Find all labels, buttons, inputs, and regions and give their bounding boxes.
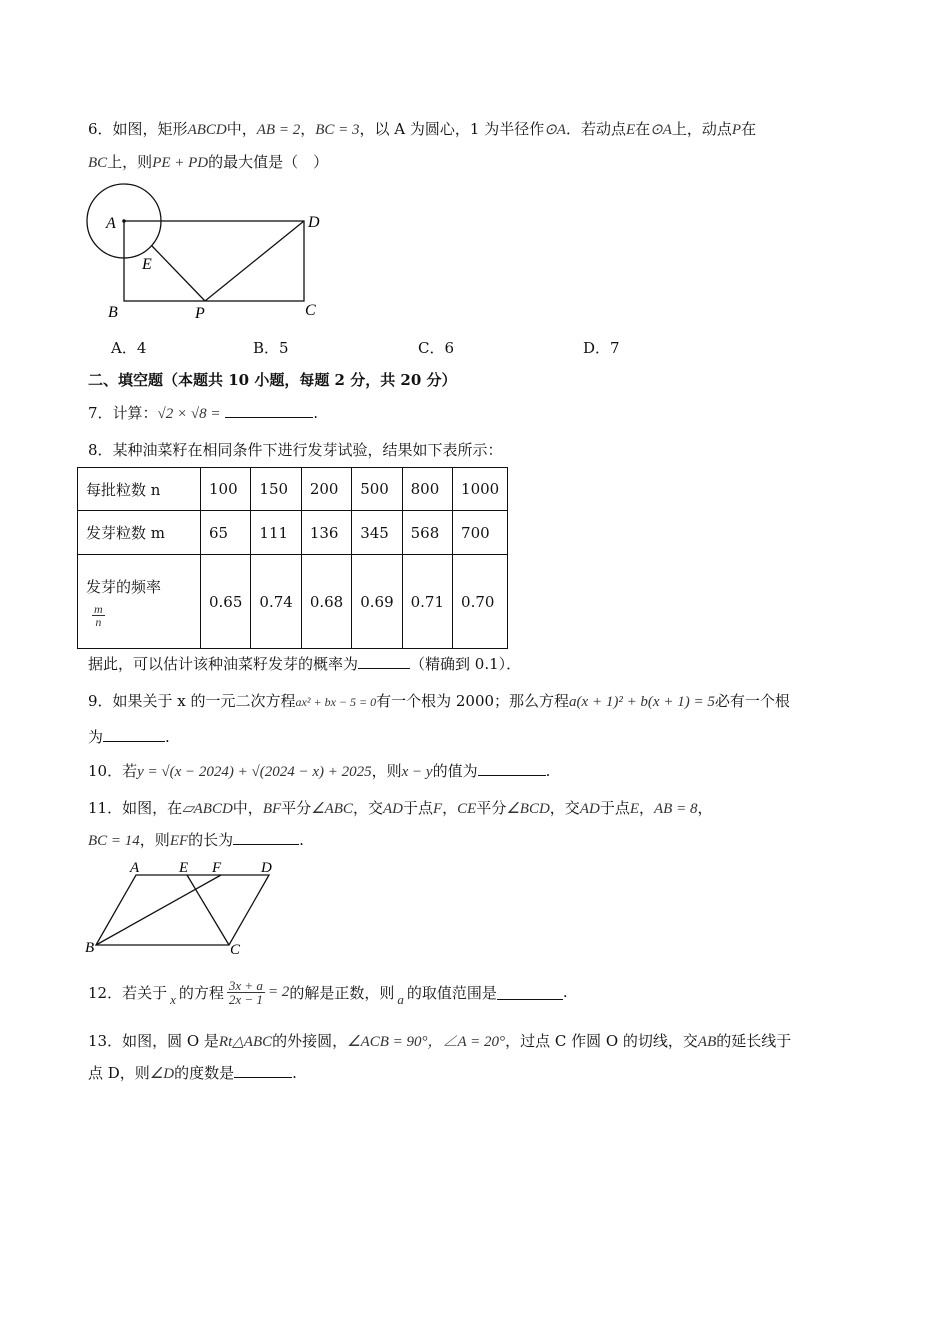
germination-table	[77, 467, 508, 649]
table-cell: 0.71	[402, 555, 452, 649]
table-cell: 0.68	[301, 555, 351, 649]
q6-option-d[interactable]: D．7	[583, 339, 620, 357]
q6-line1: 6．如图，矩形ABCD中，AB = 2，BC = 3，以 A 为圆心，1 为半径作⊙A．若动点E在⊙A上，动点P在	[88, 120, 757, 138]
q9-answer-blank[interactable]	[103, 727, 165, 742]
q13-line2: 点 D，则∠D的度数是 .	[88, 1064, 297, 1082]
q11-line2: BC = 14，则EF的长为 .	[88, 831, 304, 849]
q7-answer-blank[interactable]	[225, 403, 313, 418]
q10-answer-blank[interactable]	[478, 761, 546, 776]
label-p: P	[195, 305, 205, 322]
q8-answer-blank[interactable]	[358, 654, 410, 669]
q11-line1: 11．如图，在▱ABCD中，BF平分∠ABC，交AD于点F，CE平分∠BCD，交AD于点E，AB = 8，	[88, 799, 713, 817]
q12: 12．若关于 x 的方程 $\frac{3x + a}{2x - 1}$ = 2 的解是正数，则 a 的取值范围是 .	[88, 977, 568, 1007]
m-over-n-fraction: $\frac{m}{n}$	[94, 601, 103, 629]
table-cell: 65	[201, 511, 251, 555]
row-header: 每批粒数 n	[78, 468, 201, 511]
q6-option-c[interactable]: C．6	[418, 339, 455, 357]
q8-followup: 据此，可以估计该种油菜籽发芽的概率为 （精确到 0.1）．	[88, 655, 522, 673]
label-b: B	[108, 304, 118, 321]
q9-line1: 9．如果关于 x 的一元二次方程ax² + bx − 5 = 0有一个根为 2000；那么方程a(x + 1)² + b(x + 1) = 5必有一个根	[88, 692, 790, 710]
table-cell: 100	[201, 468, 251, 511]
q13-line1: 13．如图，圆 O 是Rt△ABC的外接圆，∠ACB = 90°，∠A = 20°，过点 C 作圆 O 的切线，交AB的延长线于	[88, 1032, 792, 1050]
label-a: A	[106, 215, 116, 232]
table-cell: 345	[352, 511, 402, 555]
table-cell: 0.70	[453, 555, 508, 649]
label-f: F	[212, 860, 222, 876]
q10: 10．若y = √(x − 2024) + √(2024 − x) + 2025，则x − y的值为 .	[88, 762, 551, 780]
label-e: E	[142, 256, 152, 273]
table-cell: 0.65	[201, 555, 251, 649]
q9-line2: 为 .	[88, 728, 170, 746]
section-title: 二、填空题（本题共 10 小题，每题 2 分，共 20 分）	[88, 371, 457, 389]
table-cell: 500	[352, 468, 402, 511]
label-a: A	[130, 860, 140, 876]
q6-figure	[78, 180, 338, 325]
q6-line2: BC上，则PE + PD的最大值是（ ）	[88, 153, 329, 171]
q13-answer-blank[interactable]	[234, 1063, 292, 1078]
table-cell: 150	[251, 468, 301, 511]
q6-option-b[interactable]: B．5	[253, 339, 289, 357]
row-header: 发芽粒数 m	[78, 511, 201, 555]
table-row	[78, 468, 508, 511]
q11-figure	[80, 856, 280, 958]
label-d: D	[261, 860, 272, 876]
label-c: C	[230, 942, 241, 958]
table-cell: 111	[251, 511, 301, 555]
table-cell: 200	[301, 468, 351, 511]
label-c: C	[305, 302, 316, 319]
label-b: B	[85, 940, 95, 956]
table-row	[78, 555, 508, 649]
table-row	[78, 511, 508, 555]
table-cell: 136	[301, 511, 351, 555]
table-cell: 0.74	[251, 555, 301, 649]
center-point	[122, 219, 126, 223]
label-d: D	[308, 214, 320, 231]
table-cell: 800	[402, 468, 452, 511]
segment-pd	[205, 221, 304, 301]
row-header: 发芽的频率 $\frac{m}{n}$	[78, 555, 201, 649]
segment-ce	[187, 875, 229, 945]
segment-pe	[152, 246, 205, 301]
label-e: E	[179, 860, 189, 876]
q7: 7．计算：√2 × √8 = .	[88, 404, 319, 422]
table-cell: 1000	[453, 468, 508, 511]
table-cell: 0.69	[352, 555, 402, 649]
q12-fraction: $\frac{3x + a}{2x - 1}$	[228, 977, 263, 1007]
table-cell: 568	[402, 511, 452, 555]
parallelogram-abcd	[96, 875, 269, 945]
q8-text: 8．某种油菜籽在相同条件下进行发芽试验，结果如下表所示：	[88, 441, 503, 459]
q11-answer-blank[interactable]	[233, 830, 299, 845]
q6-option-a[interactable]: A．4	[111, 339, 147, 357]
segment-bf	[96, 875, 221, 945]
table-cell: 700	[453, 511, 508, 555]
q12-answer-blank[interactable]	[497, 985, 563, 1000]
